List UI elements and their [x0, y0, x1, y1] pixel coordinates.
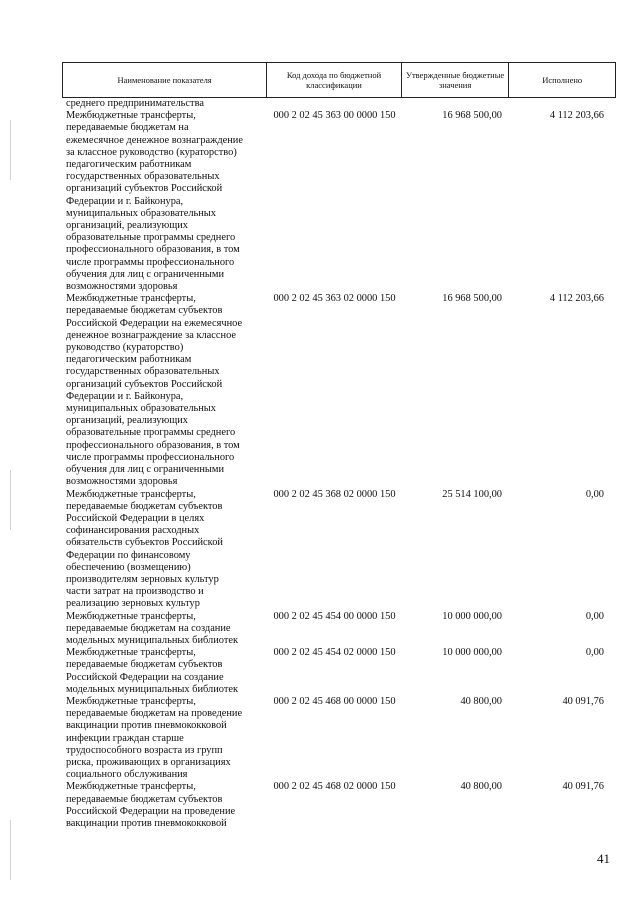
row-approved [402, 98, 510, 110]
table-row [62, 647, 616, 696]
row-done: 40 091,76 [562, 695, 604, 707]
row-name: Межбюджетные трансферты, передаваемые бюджетам на ежемесячное денежное вознаграждение за классное руководство (кураторство) педагогическим работникам государственных образовательных организаций субъектов Российской Федерации и г. Байконура, муниципальных образовательных организаций, реализующих образовательные программы среднего профессионального образования, в том числе программы профессионального обучения для лиц с ограниченными возможностями здоровья [66, 110, 243, 293]
row-code: 000 2 02 45 468 02 0000 150 [273, 781, 396, 793]
row-code [267, 98, 402, 110]
row-name: Межбюджетные трансферты, передаваемые бюджетам на проведение вакцинации против пневмококковой инфекции граждан старше трудоспособного возраста из групп риска, проживающих в организациях социального обслуживания [66, 695, 243, 781]
table-row [62, 110, 616, 293]
table-body [62, 98, 616, 830]
header-approved: Утвержденные бюджетные значения [402, 63, 510, 97]
row-approved: 40 800,00 [460, 781, 502, 793]
scan-margin-mark [10, 820, 11, 880]
row-done: 0,00 [585, 610, 604, 622]
row-name: Межбюджетные трансферты, передаваемые бюджетам субъектов Российской Федерации в целях софинансирования расходных обязательств субъектов Российской Федерации по финансовому обеспечению (возмещению) производителям зерновых культур части затрат на производство и реализацию зерновых культур [66, 488, 223, 610]
row-approved: 10 000 000,00 [442, 610, 502, 622]
row-done: 4 112 203,66 [549, 110, 604, 122]
scan-margin-mark [10, 470, 11, 530]
row-code: 000 2 02 45 368 02 0000 150 [273, 488, 396, 500]
row-name: Межбюджетные трансферты, передаваемые бюджетам субъектов Российской Федерации на создание модельных муниципальных библиотек [66, 647, 239, 695]
row-code: 000 2 02 45 363 02 0000 150 [273, 293, 396, 305]
header-name: Наименование показателя [63, 63, 267, 97]
row-name: Межбюджетные трансферты, передаваемые бюджетам на создание модельных муниципальных библиотек [66, 610, 239, 646]
row-code: 000 2 02 45 454 02 0000 150 [273, 647, 396, 659]
table-row [62, 696, 616, 781]
row-approved: 40 800,00 [460, 695, 502, 707]
row-name: среднего предпринимательства [66, 98, 204, 109]
row-code: 000 2 02 45 454 00 0000 150 [273, 610, 396, 622]
header-code: Код дохода по бюджетной классификации [267, 63, 402, 97]
row-done [510, 98, 616, 110]
row-code: 000 2 02 45 468 00 0000 150 [273, 695, 396, 707]
page-number: 41 [597, 851, 610, 866]
table-row [62, 98, 616, 110]
header-done: Исполнено [542, 75, 583, 85]
table-header [62, 62, 616, 98]
row-done: 40 091,76 [562, 781, 604, 793]
budget-table [62, 62, 616, 830]
table-row [62, 781, 616, 830]
row-approved: 16 968 500,00 [442, 110, 502, 122]
row-approved: 25 514 100,00 [442, 488, 502, 500]
row-done: 0,00 [585, 488, 604, 500]
table-row [62, 611, 616, 648]
row-done: 4 112 203,66 [549, 293, 604, 305]
table-row [62, 293, 616, 488]
row-approved: 16 968 500,00 [442, 293, 502, 305]
row-done: 0,00 [585, 647, 604, 659]
row-name: Межбюджетные трансферты, передаваемые бюджетам субъектов Российской Федерации на ежемесячное денежное вознаграждение за классное руководство (кураторство) педагогическим работникам государственных образовательных организаций субъектов Российской Федерации и г. Байконура, муниципальных образовательных организаций, реализующих образовательные программы среднего профессионального образования, в том числе программы профессионального обучения для лиц с ограниченными возможностями здоровья [66, 293, 243, 488]
table-row [62, 489, 616, 611]
row-approved: 10 000 000,00 [442, 647, 502, 659]
scan-margin-mark [10, 120, 11, 180]
row-name: Межбюджетные трансферты, передаваемые бюджетам субъектов Российской Федерации на проведение вакцинации против пневмококковой [66, 781, 236, 829]
row-code: 000 2 02 45 363 00 0000 150 [273, 110, 396, 122]
